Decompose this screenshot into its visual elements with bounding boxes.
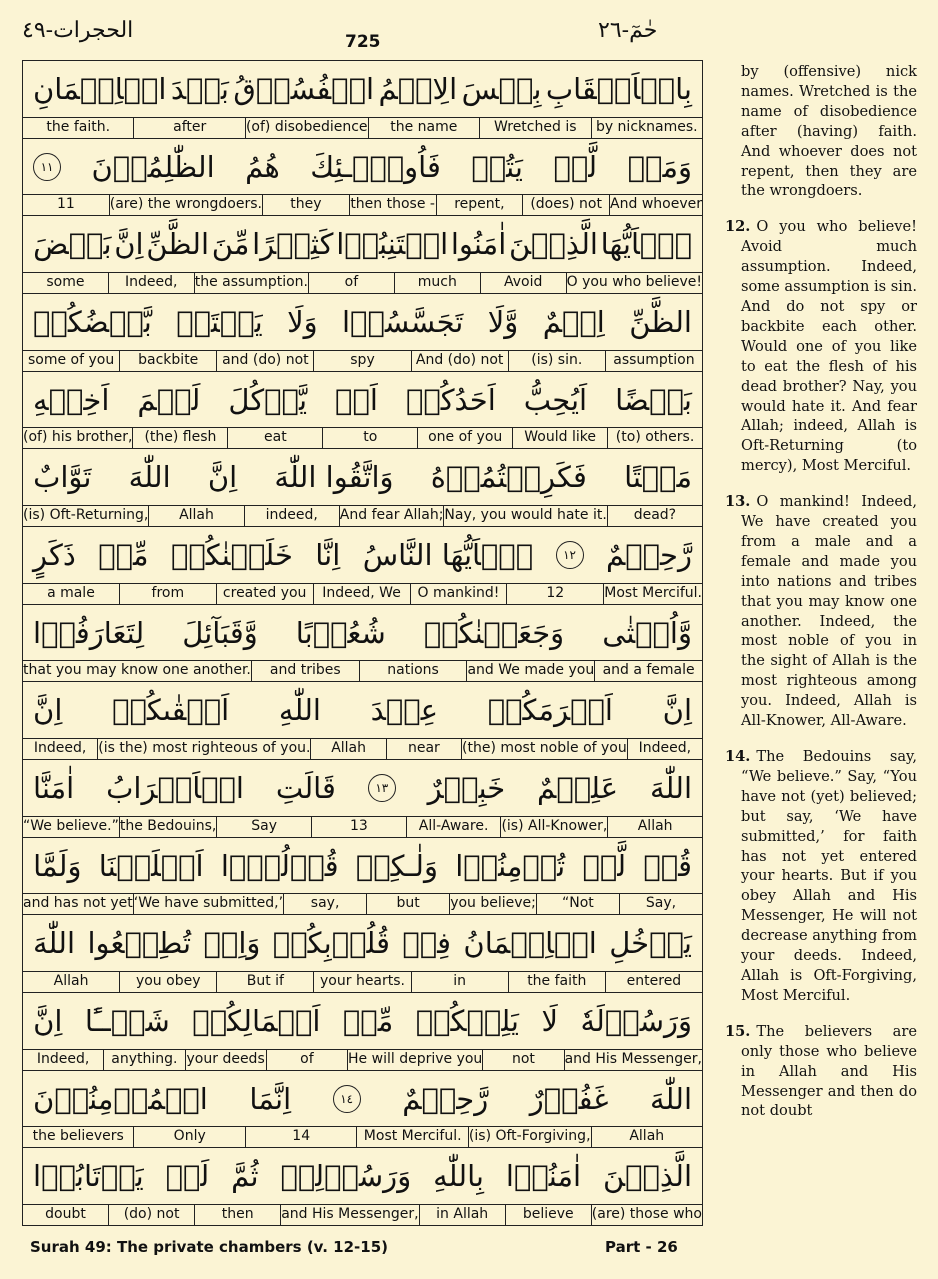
arabic-word: اِنَّ (207, 460, 238, 495)
translation-cell: And whoever (609, 195, 702, 215)
translation-cell: after (133, 118, 244, 138)
translation-cell: (is the) most righteous of you. (97, 739, 310, 759)
arabic-word: الظّٰلِمُوۡنَ (91, 149, 215, 184)
translation-cell: and We made you (466, 661, 594, 681)
translation-cell: near (386, 739, 461, 759)
translation-row (23, 427, 702, 448)
text-line (23, 760, 702, 838)
verse-number: 14. (725, 748, 751, 765)
arabic-line (23, 915, 702, 971)
translation-cell: 14 (245, 1127, 356, 1147)
translation-cell: and (do) not (216, 351, 313, 371)
arabic-line (23, 1148, 702, 1204)
text-line (23, 372, 702, 450)
arabic-line (23, 838, 702, 894)
translation-cell: Allah (607, 817, 702, 837)
translation-cell: doubt (45, 1206, 86, 1223)
translation-cell: some (46, 274, 85, 291)
text-line (23, 838, 702, 916)
arabic-word: اِنَّ (114, 227, 144, 262)
text-line (23, 1148, 702, 1225)
text-line (23, 682, 702, 760)
arabic-word: قُلُوۡبِكُمۡ (272, 926, 390, 961)
translation-row (23, 1204, 702, 1225)
arabic-word: هُمُ (245, 149, 280, 184)
translation-cell: dead? (607, 506, 702, 526)
translation-row (23, 1126, 702, 1147)
arabic-word: وَرَسُوۡلَهٗ (580, 1003, 692, 1038)
translation-cell: ‘We have submitted,’ (133, 894, 283, 914)
arabic-word: اٰمَنَّا (33, 770, 75, 805)
verse-text: The Bedouins say, “We believe.” Say, “You have not (yet) believed; but say, ‘We have submitted,’ for faith has not yet entered your hearts. But if you obey Allah and His Messenger, He will not decrease anything from your deeds. Indeed, Allah is Oft-Forgiving, Most Merciful. (741, 748, 917, 1004)
translation-cell: repent, (436, 195, 523, 215)
translation-cell: the faith (508, 972, 605, 992)
arabic-word: اللّٰهَ (649, 1081, 692, 1116)
text-line (23, 527, 702, 605)
translation-cell: Most Merciful. (603, 584, 702, 604)
translation-cell: much (394, 273, 480, 293)
translation-cell: (is) sin. (508, 351, 605, 371)
text-line (23, 294, 702, 372)
arabic-word: فَاُولٰۤـئِكَ (310, 149, 441, 184)
arabic-word: قَالَتِ (275, 770, 336, 805)
translation-row (23, 660, 702, 681)
translation-cell: Most Merciful. (356, 1127, 467, 1147)
arabic-word: رَّحِيۡمٌ (402, 1081, 489, 1116)
translation-cell: (is) All-Knower, (500, 817, 607, 837)
translation-cell: 12 (506, 584, 603, 604)
verse-text: O mankind! Indeed, We have created you from a male and a female and made you into nations and tribes that you may know one another. Indeed, the most noble of you in the sight of Allah is the most righteous among you. Indeed, Allah is All-Knower, All-Aware. (741, 493, 917, 730)
arabic-word: غَفُوۡرٌ (529, 1081, 609, 1116)
translation-cell: All-Aware. (406, 817, 501, 837)
translation-cell: 11 (56, 196, 75, 213)
translation-cell: of (266, 1050, 347, 1070)
arabic-word: تُؤۡمِنُوۡا (455, 848, 566, 883)
translation-cell: (the) most noble of you (461, 739, 627, 759)
arabic-word: لَّمۡ (553, 149, 598, 184)
arabic-word: لَا (541, 1003, 559, 1038)
arabic-word: شُعُوۡبًا (295, 615, 386, 650)
translation-row (23, 893, 702, 914)
arabic-word: خَلَقۡنٰكُمۡ (170, 537, 293, 572)
translation-cell: nations (359, 661, 467, 681)
arabic-word: ذَكَرٍ (33, 537, 76, 572)
verse-end-marker: ١٣ (368, 774, 396, 802)
translation-cell: by nicknames. (591, 118, 702, 138)
surah-name-header: الحجرات-٤٩ (22, 18, 134, 43)
text-line (23, 1071, 702, 1149)
arabic-word: وَلَمَّا (33, 848, 82, 883)
translation-cell: and His Messenger, (564, 1050, 702, 1070)
translation-cell: a male (47, 584, 95, 601)
translation-row (23, 971, 702, 992)
translation-cell: then (194, 1205, 280, 1225)
arabic-line (23, 1071, 702, 1127)
arabic-word: اَكۡرَمَكُمۡ (487, 693, 613, 728)
text-line (23, 915, 702, 993)
translation-row (23, 505, 702, 526)
arabic-word: وَاِنۡ (203, 926, 261, 961)
translation-cell: anything. (103, 1050, 184, 1070)
translation-row (23, 583, 702, 604)
arabic-word: لَمۡ (165, 1159, 210, 1194)
translation-cell: eat (227, 428, 322, 448)
footer-surah-info: Surah 49: The private chambers (v. 12-15) (30, 1238, 388, 1256)
text-line (23, 216, 702, 294)
translation-cell: and a female (594, 661, 702, 681)
translation-cell: you obey (119, 972, 216, 992)
arabic-word: بِاللّٰهِ (433, 1159, 484, 1194)
arabic-word: بَعۡضًا (615, 382, 692, 417)
arabic-word: الۡاِيۡمَانُ (463, 926, 597, 961)
arabic-word: الۡاِيۡمَانِ (33, 71, 167, 106)
arabic-word: اِنَّ (33, 693, 63, 728)
arabic-word: رَّحِيۡمٌ (605, 537, 692, 572)
arabic-word: الَّذِيۡنَ (508, 227, 598, 262)
arabic-word: لِتَعَارَفُوۡا (33, 615, 145, 650)
translation-cell: Allah (53, 973, 89, 990)
arabic-word: اِنَّمَا (249, 1081, 292, 1116)
translation-cell: (does) not (522, 195, 609, 215)
translation-cell: Allah (148, 506, 243, 526)
translation-cell: Nay, you would hate it. (443, 506, 606, 526)
translation-cell: But if (216, 972, 313, 992)
translation-cell: assumption (605, 351, 702, 371)
arabic-line (23, 682, 702, 738)
arabic-word: وَّلَا (487, 304, 519, 339)
verse-translation (741, 62, 917, 201)
translation-column (725, 62, 917, 1137)
arabic-word: الَّذِيۡنَ (603, 1159, 692, 1194)
translation-cell: Say (216, 817, 311, 837)
arabic-word: اللّٰهَ (33, 926, 76, 961)
arabic-word: اَتۡقٰٮكُمۡ (112, 693, 230, 728)
arabic-line (23, 449, 702, 505)
verse-translation (725, 747, 917, 1006)
translation-cell: (are) those who (591, 1205, 702, 1225)
arabic-word: فِىۡ (402, 926, 452, 961)
arabic-line (23, 294, 702, 350)
arabic-word: بِالۡاَلۡقَابِ (545, 71, 692, 106)
arabic-word: اَسۡلَمۡنَا (98, 848, 204, 883)
arabic-word: وَجَعَلۡنٰكُمۡ (423, 615, 565, 650)
verse-text: by (offensive) nick names. Wretched is the name of disobedience after (having) faith. And whoever does not repent, then they are the wrongdoers. (741, 63, 917, 200)
arabic-line (23, 372, 702, 428)
translation-cell: Only (133, 1127, 244, 1147)
translation-cell: (is) Oft-Forgiving, (468, 1127, 591, 1147)
arabic-word: اجۡتَنِبُوۡا (336, 227, 449, 262)
arabic-word: يٰۤاَيُّهَا النَّاسُ (362, 537, 534, 572)
arabic-word: الۡفُسُوۡقُ (233, 71, 375, 106)
arabic-word: وَاتَّقُوا اللّٰهَ (274, 460, 394, 495)
translation-cell: that you may know one another. (23, 662, 251, 679)
translation-cell: (of) disobedience (245, 118, 368, 138)
translation-cell: then those - (349, 195, 436, 215)
translation-cell: Indeed, (36, 1050, 90, 1067)
translation-cell: your deeds (185, 1050, 266, 1070)
arabic-line (23, 216, 702, 272)
arabic-word: يَّاۡكُلَ (228, 382, 308, 417)
verse-translation (725, 217, 917, 476)
arabic-word: يَلِتۡكُمۡ (415, 1003, 520, 1038)
arabic-line (23, 605, 702, 661)
translation-cell: the Bedouins, (119, 817, 216, 837)
arabic-word: فَكَرِهۡتُمُوۡهُ (430, 460, 587, 495)
translation-cell: not (482, 1050, 563, 1070)
arabic-word: بَعۡدَ (170, 71, 229, 106)
arabic-word: بِئۡسَ (461, 71, 542, 106)
arabic-word: خَبِيۡرٌ (427, 770, 506, 805)
translation-cell: of (308, 273, 394, 293)
arabic-word: اَعۡمَالِكُمۡ (192, 1003, 321, 1038)
translation-cell: entered (605, 972, 702, 992)
arabic-word: اَيُحِبُّ (523, 382, 588, 417)
arabic-line (23, 760, 702, 816)
verse-text: The believers are only those who believe in Allah and His Messenger and then do not doubt (741, 1022, 917, 1120)
translation-cell: the believers (32, 1128, 124, 1145)
verse-end-marker: ١٤ (333, 1085, 361, 1113)
arabic-word: الظَّنِّ (146, 227, 210, 262)
arabic-line (23, 139, 702, 195)
arabic-word: تَوَّابٌ (33, 460, 92, 495)
arabic-word: ثُمَّ (231, 1159, 259, 1194)
arabic-word: اِنَّ (33, 1003, 63, 1038)
arabic-word: اِنَّ (662, 693, 692, 728)
translation-cell: you believe; (449, 894, 536, 914)
text-line (23, 139, 702, 217)
translation-cell: the assumption. (194, 273, 308, 293)
arabic-word: اِثۡمٌ (542, 304, 605, 339)
arabic-word: اللّٰهَ (128, 460, 171, 495)
translation-cell: (to) others. (607, 428, 702, 448)
arabic-line (23, 527, 702, 583)
translation-cell: “We believe.” (23, 817, 119, 834)
arabic-word: وَلٰـكِنۡ (355, 848, 438, 883)
translation-cell: Indeed, (627, 739, 702, 759)
arabic-word: يٰۤاَيُّهَا (600, 227, 692, 262)
translation-cell: Allah (591, 1127, 702, 1147)
arabic-word: تَجَسَّسُوۡا (341, 304, 464, 339)
arabic-word: لَّمۡ (582, 848, 627, 883)
translation-cell: (the) flesh (132, 428, 227, 448)
translation-cell: Indeed, (108, 273, 194, 293)
translation-cell: and tribes (251, 661, 359, 681)
translation-cell: one of you (417, 428, 512, 448)
verse-end-marker: ١١ (33, 153, 61, 181)
translation-cell: created you (216, 584, 313, 604)
translation-cell: Allah (310, 739, 385, 759)
arabic-word: مِّنۡ (342, 1003, 394, 1038)
arabic-word: وَمَنۡ (627, 149, 692, 184)
word-by-word-grid (22, 60, 703, 1226)
verse-number: 15. (725, 1022, 751, 1040)
translation-cell: O mankind! (410, 584, 507, 604)
text-line (23, 449, 702, 527)
translation-cell: and has not yet (23, 895, 133, 912)
translation-cell: Indeed, (33, 740, 87, 757)
translation-cell: indeed, (244, 506, 339, 526)
arabic-word: قُوۡلُوۡۤا (220, 848, 339, 883)
translation-cell: to (322, 428, 417, 448)
arabic-word: الۡمُؤۡمِنُوۡنَ (33, 1081, 208, 1116)
translation-cell: Say, (619, 894, 702, 914)
arabic-line (23, 61, 702, 117)
arabic-word: الظَّنِّ (629, 304, 692, 339)
translation-cell: (is) Oft-Returning, (23, 507, 149, 524)
text-line (23, 61, 702, 139)
translation-cell: And (do) not (411, 351, 508, 371)
translation-cell: (are) the wrongdoers. (109, 195, 262, 215)
arabic-word: وَّاُنۡثٰى (602, 615, 692, 650)
translation-cell: backbite (119, 351, 216, 371)
arabic-word: اَنۡ (335, 382, 378, 417)
verse-number: 13. (725, 493, 751, 511)
translation-cell: from (119, 584, 216, 604)
verse-text: O you who believe! Avoid much assumption. Indeed, some assumption is sin. And do not spy or backbite each other. Would one of you like to eat the flesh of his dead brother? Nay, you would hate it. And fear Allah; indeed, Allah is Oft-Returning (to mercy), Most Merciful. (741, 218, 917, 475)
verse-end-marker: ١٢ (556, 541, 584, 569)
arabic-word: مِّنَ (211, 227, 250, 262)
arabic-word: بَعۡضَ (33, 227, 112, 262)
arabic-word: يَغۡتَبۡ (176, 304, 263, 339)
arabic-word: عِنۡدَ (370, 693, 439, 728)
translation-cell: 13 (311, 817, 406, 837)
arabic-word: عَلِيۡمٌ (537, 770, 619, 805)
translation-cell: believe (505, 1205, 591, 1225)
arabic-word: اٰمَنُوۡا (505, 1159, 582, 1194)
translation-cell: (of) his brother, (23, 429, 133, 446)
arabic-word: اٰمَنُوا (450, 227, 507, 262)
arabic-word: تُطِيۡعُوا (87, 926, 192, 961)
arabic-line (23, 993, 702, 1049)
translation-cell: the name (368, 118, 479, 138)
arabic-word: كَثِيۡرًا (252, 227, 334, 262)
arabic-word: الِاسۡمُ (378, 71, 458, 106)
arabic-word: يَتُبۡ (471, 149, 523, 184)
arabic-word: اَحَدُكُمۡ (405, 382, 496, 417)
translation-row (23, 738, 702, 759)
translation-cell: your hearts. (313, 972, 410, 992)
verse-translation (725, 492, 917, 731)
arabic-word: يَرۡتَابُوۡا (33, 1159, 144, 1194)
arabic-word: قُلۡ (643, 848, 692, 883)
page-number: 725 (345, 32, 381, 52)
translation-cell: in (411, 972, 508, 992)
text-line (23, 993, 702, 1071)
translation-cell: and His Messenger, (280, 1205, 418, 1225)
translation-cell: but (366, 894, 449, 914)
verse-number: 12. (725, 218, 751, 236)
page-header (0, 0, 938, 58)
arabic-word: اللّٰهَ (649, 770, 692, 805)
translation-cell: they (262, 195, 349, 215)
translation-row (23, 194, 702, 215)
arabic-word: لَحۡمَ (137, 382, 201, 417)
translation-cell: And fear Allah; (339, 506, 444, 526)
translation-cell: in Allah (419, 1205, 505, 1225)
arabic-word: مِّنۡ (98, 537, 149, 572)
juz-name-header: حٰمٓ-٢٦ (598, 18, 658, 43)
arabic-word: وَرَسُوۡلِهٖ (280, 1159, 412, 1194)
arabic-word: الۡاَعۡرَابُ (106, 770, 244, 805)
translation-cell: say, (283, 894, 366, 914)
translation-row (23, 350, 702, 371)
arabic-word: شَيۡــًٔا (84, 1003, 170, 1038)
translation-cell: (do) not (108, 1205, 194, 1225)
arabic-word: اِنَّا (315, 537, 341, 572)
arabic-word: مَيۡتًا (624, 460, 692, 495)
arabic-word: وَلَا (287, 304, 318, 339)
translation-cell: spy (313, 351, 410, 371)
translation-cell: Would like (512, 428, 607, 448)
arabic-word: اللّٰهِ (278, 693, 321, 728)
translation-cell: Avoid (480, 273, 566, 293)
translation-row (23, 117, 702, 138)
arabic-word: يَدۡخُلِ (609, 926, 692, 961)
translation-row (23, 816, 702, 837)
translation-cell: O you who believe! (566, 273, 702, 293)
arabic-word: اَخِيۡهِ (33, 382, 110, 417)
text-line (23, 605, 702, 683)
translation-cell: Wretched is (479, 118, 590, 138)
translation-cell: He will deprive you (347, 1050, 482, 1070)
arabic-word: وَّقَبَآئِلَ (182, 615, 258, 650)
translation-cell: the faith. (46, 118, 111, 135)
translation-cell: some of you (27, 351, 115, 368)
translation-row (23, 272, 702, 293)
translation-cell: Indeed, We (313, 584, 410, 604)
translation-row (23, 1049, 702, 1070)
verse-translation (725, 1022, 917, 1122)
arabic-word: بَّعۡضُكُمۡ (33, 304, 152, 339)
footer-part-number: Part - 26 (605, 1238, 678, 1256)
translation-cell: “Not (536, 894, 619, 914)
